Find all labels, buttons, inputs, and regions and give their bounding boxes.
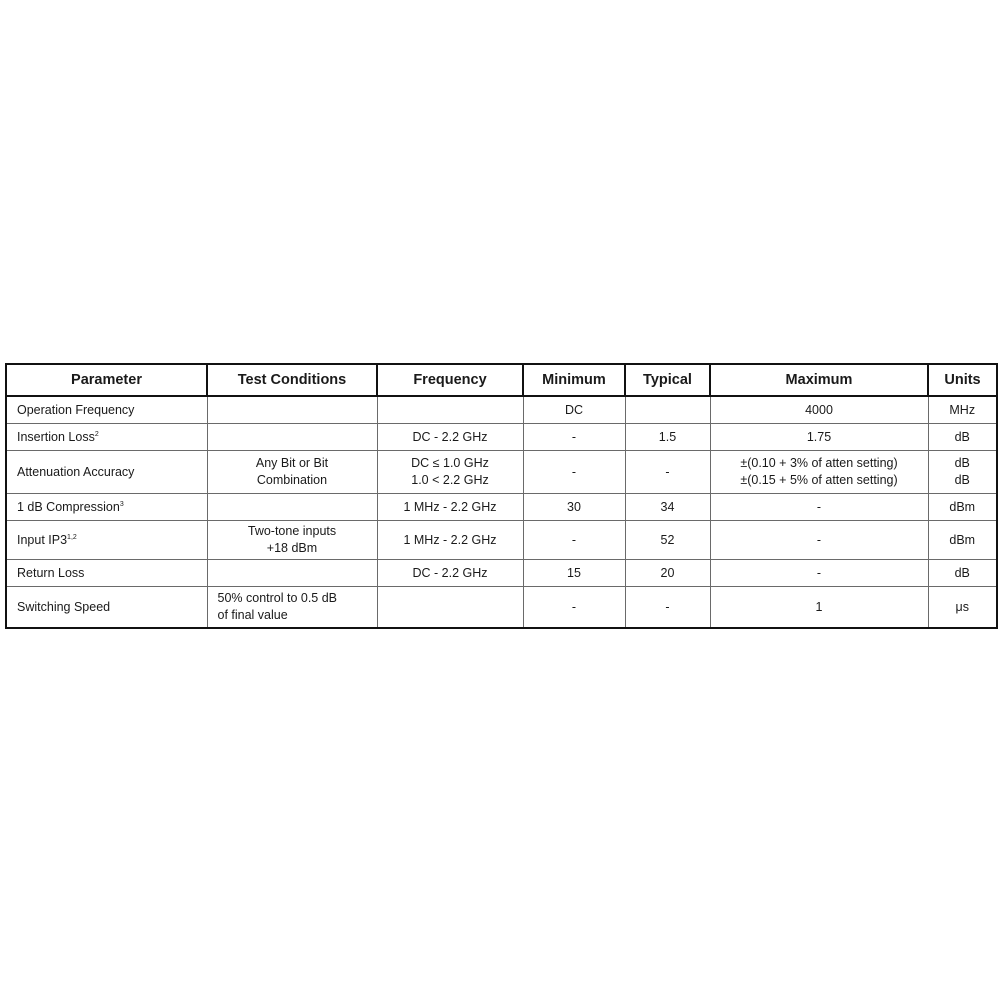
header-row xyxy=(6,364,997,396)
frequency-line: 1 MHz - 2.2 GHz xyxy=(403,499,497,514)
footnote-marker: 1,2 xyxy=(67,533,77,541)
parameter-cell xyxy=(6,396,207,424)
units-cell xyxy=(928,560,997,587)
parameter-cell xyxy=(6,494,207,521)
unit-line: dB xyxy=(954,473,970,487)
typical-cell: 34 xyxy=(625,494,710,521)
maximum-cell xyxy=(710,396,928,424)
table-row xyxy=(6,494,997,521)
header-minimum: Minimum xyxy=(523,364,625,396)
minimum-cell: - xyxy=(523,587,625,629)
table-row xyxy=(6,424,997,451)
maximum-cell xyxy=(710,494,928,521)
frequency-line: 1.0 < 2.2 GHz xyxy=(411,473,489,487)
specifications-table xyxy=(5,363,998,629)
parameter-name: Input IP3 xyxy=(17,532,68,547)
unit-line: MHz xyxy=(949,402,976,417)
header-parameter: Parameter xyxy=(6,364,207,396)
maximum-line: - xyxy=(816,565,822,580)
maximum-cell xyxy=(710,560,928,587)
parameter-cell xyxy=(6,521,207,560)
frequency-cell xyxy=(377,424,523,451)
frequency-line: 1 MHz - 2.2 GHz xyxy=(403,532,497,547)
maximum-cell xyxy=(710,521,928,560)
frequency-cell xyxy=(377,396,523,424)
test-conditions-cell xyxy=(207,451,377,494)
unit-line: dB xyxy=(954,456,970,470)
typical-cell: - xyxy=(625,587,710,629)
minimum-cell: - xyxy=(523,424,625,451)
test-condition-line: of final value xyxy=(217,608,288,622)
maximum-cell xyxy=(710,424,928,451)
test-condition-line: Combination xyxy=(256,473,328,487)
header-units: Units xyxy=(928,364,997,396)
footnote-marker: 2 xyxy=(94,430,99,438)
table-row xyxy=(6,521,997,560)
minimum-cell: DC xyxy=(523,396,625,424)
table-row xyxy=(6,396,997,424)
minimum-cell: 30 xyxy=(523,494,625,521)
units-cell xyxy=(928,521,997,560)
test-conditions-cell xyxy=(207,424,377,451)
table-row xyxy=(6,560,997,587)
unit-line: μs xyxy=(955,599,969,614)
frequency-cell xyxy=(377,521,523,560)
test-conditions-cell xyxy=(207,494,377,521)
unit-line: dBm xyxy=(949,499,976,514)
maximum-line: 1.75 xyxy=(806,429,832,444)
maximum-cell xyxy=(710,587,928,629)
parameter-cell xyxy=(6,451,207,494)
parameter-name: Attenuation Accuracy xyxy=(17,464,135,479)
units-cell xyxy=(928,494,997,521)
table-row xyxy=(6,587,997,629)
frequency-cell xyxy=(377,587,523,629)
test-conditions-cell xyxy=(207,587,377,629)
typical-cell: 20 xyxy=(625,560,710,587)
table-row xyxy=(6,451,997,494)
units-cell xyxy=(928,587,997,629)
table-body xyxy=(6,396,997,628)
parameter-cell xyxy=(6,424,207,451)
parameter-name: Operation Frequency xyxy=(17,402,135,417)
frequency-line: DC ≤ 1.0 GHz xyxy=(411,456,489,470)
parameter-name: Switching Speed xyxy=(17,599,111,614)
test-condition-line: Any Bit or Bit xyxy=(255,456,329,470)
units-cell xyxy=(928,396,997,424)
parameter-name: Return Loss xyxy=(17,565,85,580)
frequency-cell xyxy=(377,451,523,494)
maximum-line: - xyxy=(816,532,822,547)
units-cell xyxy=(928,424,997,451)
parameter-cell xyxy=(6,560,207,587)
parameter-cell xyxy=(6,587,207,629)
maximum-cell xyxy=(710,451,928,494)
parameter-name: 1 dB Compression xyxy=(17,499,120,514)
frequency-cell xyxy=(377,494,523,521)
frequency-line: DC - 2.2 GHz xyxy=(412,429,488,444)
test-conditions-cell xyxy=(207,521,377,560)
unit-line: dB xyxy=(954,565,970,580)
test-condition-line: +18 dBm xyxy=(266,541,318,555)
test-condition-line: 50% control to 0.5 dB xyxy=(217,591,338,605)
header-test-conditions: Test Conditions xyxy=(207,364,377,396)
frequency-cell xyxy=(377,560,523,587)
maximum-line: ±(0.10 + 3% of atten setting) xyxy=(740,456,898,470)
parameter-name: Insertion Loss xyxy=(17,429,95,444)
minimum-cell: - xyxy=(523,451,625,494)
typical-cell xyxy=(625,396,710,424)
maximum-line: 4000 xyxy=(805,402,833,417)
typical-cell: - xyxy=(625,451,710,494)
footnote-marker: 3 xyxy=(119,500,124,508)
minimum-cell: 15 xyxy=(523,560,625,587)
test-condition-line: Two-tone inputs xyxy=(247,524,337,538)
maximum-line: 1 xyxy=(815,599,823,614)
units-cell xyxy=(928,451,997,494)
frequency-line: DC - 2.2 GHz xyxy=(412,565,488,580)
test-conditions-cell xyxy=(207,396,377,424)
header-typical: Typical xyxy=(625,364,710,396)
unit-line: dB xyxy=(954,429,970,444)
minimum-cell: - xyxy=(523,521,625,560)
maximum-line: - xyxy=(816,499,822,514)
typical-cell: 1.5 xyxy=(625,424,710,451)
header-frequency: Frequency xyxy=(377,364,523,396)
test-conditions-cell xyxy=(207,560,377,587)
typical-cell: 52 xyxy=(625,521,710,560)
header-maximum: Maximum xyxy=(710,364,928,396)
unit-line: dBm xyxy=(949,532,976,547)
maximum-line: ±(0.15 + 5% of atten setting) xyxy=(740,473,898,487)
